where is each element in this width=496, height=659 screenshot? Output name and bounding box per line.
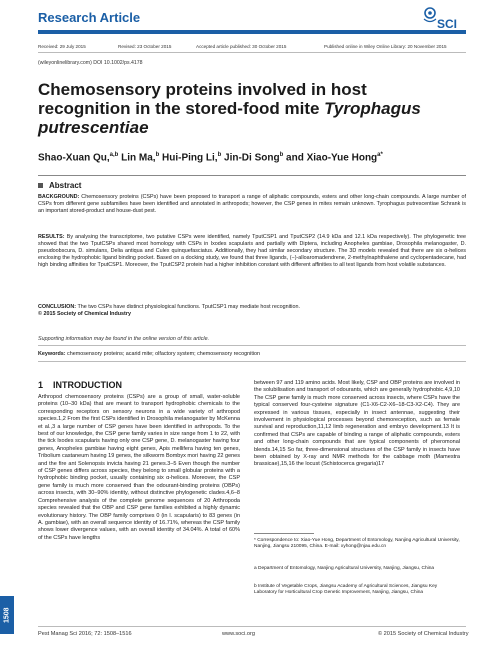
title-species: Tyrophagus putrescentiae — [38, 99, 421, 137]
footnote-affiliation-a: a Department of Entomology, Nanjing Agricultural University, Nanjing, Jiangsu, China — [254, 566, 435, 571]
footnote-affiliation-b: b Institute of Vegetable Crops, Jiangsu Academy of Agricultural Sciences, Jiangsu Key Laboratory for Horticultural Crop Genetic Improvement, Nanjing, Jiangsu, China — [254, 584, 438, 596]
keywords-divider-top — [38, 345, 466, 346]
supporting-info: Supporting information may be found in the online version of this article. — [38, 336, 210, 342]
author-name: Lin Ma, — [118, 152, 156, 164]
intro-heading — [38, 380, 132, 390]
keywords-label: Keywords: — [38, 351, 66, 357]
abstract-conclusion — [38, 304, 466, 318]
footnote-divider — [254, 533, 314, 534]
published-date: Published online in Wiley Online Library: 20 November 2015 — [324, 44, 447, 49]
author-list — [38, 152, 383, 163]
keywords-text: chemosensory proteins; acarid mite; olfactory system; chemosensory recognition — [65, 351, 261, 357]
header-rule — [38, 30, 466, 34]
results-label: RESULTS: — [38, 234, 65, 240]
title-main: Chemosensory proteins involved in host recognition in the stored-food mite — [38, 80, 367, 118]
abstract-background — [38, 194, 466, 215]
abstract-divider — [38, 175, 466, 176]
intro-number: 1 — [38, 380, 44, 390]
author-name: and Xiao-Yue Hong — [283, 152, 378, 164]
section-label: Research Article — [38, 10, 141, 25]
keywords-divider-bottom — [38, 361, 466, 362]
abstract-results — [38, 234, 466, 269]
revised-date: Revised: 23 October 2015 — [118, 44, 172, 49]
intro-left-column: Arthropod chemosensory proteins (CSPs) are a group of small, water-soluble proteins (10–30 kDa) that are meant to transport hydrophobic chemicals to the corresponding receptors on sensory neurons in a wide variety of arthropod species.1,2 From the first CSPs identified in Drosophila melanogaster by McKenna et al.,3 a large number of CSP genes have been identified in arthropods. To the best of our knowledge, the CSP gene family varies in size range from 1 to 22, with the tick Ixodes scapularis having only one CSP gene, D. melanogaster having four genes, Anopheles gambiae having eight genes, Apis mellifera having ten genes, Tribolium castaneum having 19 genes, the silkworm Bombyx mori having 22 genes and the fire ant Solenopsis invicta having 21 genes.3–5 Even though the number of CSP genes differs across species, they belong to small globular proteins with a hydrophobic binding pocket, usually containing six α-helices. Moreover, the CSP gene family is much more conserved than the odourant-binding proteins (OBPs) across insects, with 30–90% identity, without distinctive phylogenetic clades.4,6–8 Comprehensive analysis of the complete genome sequences of 20 Arthropoda species revealed that the OBP and CSP gene families exhibited a highly dynamic evolutionary history. The OBP family comprises 0 (in I. scapularis) to 83 genes (in A. gambiae), with an overall sequence identity of 16.71%, whereas the CSP family shows lower divergence values, with an overall identity of 34.04%. A total of 60% of the CSPs have lengths — [38, 394, 240, 541]
author-name: Hui-Ping Li, — [159, 152, 218, 164]
footer-website[interactable]: www.soci.org — [222, 631, 255, 637]
background-label: BACKGROUND: — [38, 194, 80, 200]
results-text: By analysing the transcriptome, two putative CSPs were identified, namely TputCSP1 and TputCSP2 (14.9 kDa and 12.1 kDa respectively). The phylogenetic tree showed that the two TputCSPs shared most homology with CSPs in Ixodes scapularis and partially with Diptera, including Anopheles gambiae, Drosophila melanogaster, D. pseudoobscura, D. simulans, Delia antiqua and Culex quinquefasciatus. Additionally, they had similar secondary structure. The 3D models revealed that there are six α-helices enclosing the hydrophobic ligand binding pocket. Based on a docking study, we found that three ligands, (−)-alloaromadendrene, 2-methylnaphthalene and cyclopentadecane, had high binding affinities for TputCSP1. Moreover, the TputCSP2 protein had a higher inhibition constant with different affinities to all test ligands from host volatile substances. — [38, 234, 466, 269]
accepted-date: Accepted article published: 30 October 2015 — [196, 44, 287, 49]
background-text: Chemosensory proteins (CSPs) have been proposed to transport a range of aliphatic compounds, esters and other long-chain compounds. A large number of CSPs from different gene subfamilies have been identified and annotated in arthropods; however, the CSP genes in mites remain unknown. Tyrophagus putrescentiae Schrank is an important stored-product and house-dust pest. — [38, 194, 466, 215]
received-date: Received: 29 July 2015 — [38, 44, 86, 49]
footnote-correspondence: * Correspondence to: Xiao-Yue Hong, Department of Entomology, Nanjing Agricultural University, Nanjing, Jiangsu 210095, China. E-mail: xyhong@njau.edu.cn — [254, 538, 460, 550]
abstract-copyright: © 2015 Society of Chemical Industry — [38, 311, 131, 318]
author-affiliation-marker: b — [155, 152, 160, 158]
bullet-square-icon — [38, 183, 43, 188]
article-title — [38, 80, 438, 137]
author-affiliation-marker: a* — [377, 152, 383, 158]
doi-line[interactable]: (wileyonlinelibrary.com) DOI 10.1002/ps.4178 — [38, 60, 143, 66]
keywords — [38, 351, 260, 357]
author-affiliation-marker: a,b — [109, 152, 119, 158]
author-name: Jin-Di Song — [221, 152, 280, 164]
intro-title: INTRODUCTION — [53, 380, 123, 390]
abstract-heading-text: Abstract — [49, 181, 82, 190]
dates-divider — [38, 52, 466, 53]
footer-divider — [38, 626, 466, 627]
conclusion-label: CONCLUSION: — [38, 304, 77, 310]
footer-journal: Pest Manag Sci 2016; 72: 1508–1516 — [38, 631, 132, 637]
author-affiliation-marker: b — [279, 152, 284, 158]
conclusion-text: The two CSPs have distinct physiological functions. TputCSP1 may mediate host recognition. — [76, 304, 300, 310]
abstract-heading — [38, 181, 81, 190]
intro-right-column: between 97 and 119 amino acids. Most likely, CSP and OBP proteins are involved in the solubilisation and transport of odourants, which are generally hydrophobic.4,9,10 The CSP gene family is much more conserved across insects, where CSPs have the typical conserved four-cysteine signature (C1-X6-C2-X6–18-C3-X2-C4). They are expressed in various tissues, especially in insect antennae, suggesting their involvement in physiological processes beyond chemoreception, such as female survival and reproduction,11,12 limb regeneration and embryo development.13 It is confirmed that CSPs are capable of binding a range of aliphatic compounds, esters and other long-chain compounds that are typical components of pheromonal blends.14,15 So far, three-dimensional structures of the CSP family in insects have been obtained by X-ray and NMR methods for the cabbage moth (Mamestra brassicae),15,16 the locust (Schistocerca gregaria)17 — [254, 380, 460, 468]
author-affiliation-marker: b — [217, 152, 222, 158]
svg-text:SCI: SCI — [437, 17, 458, 30]
sci-logo — [420, 4, 464, 30]
footer-copyright: © 2015 Society of Chemical Industry — [378, 631, 469, 637]
author-name: Shao-Xuan Qu, — [38, 152, 110, 164]
page-number: 1508 — [3, 607, 11, 623]
